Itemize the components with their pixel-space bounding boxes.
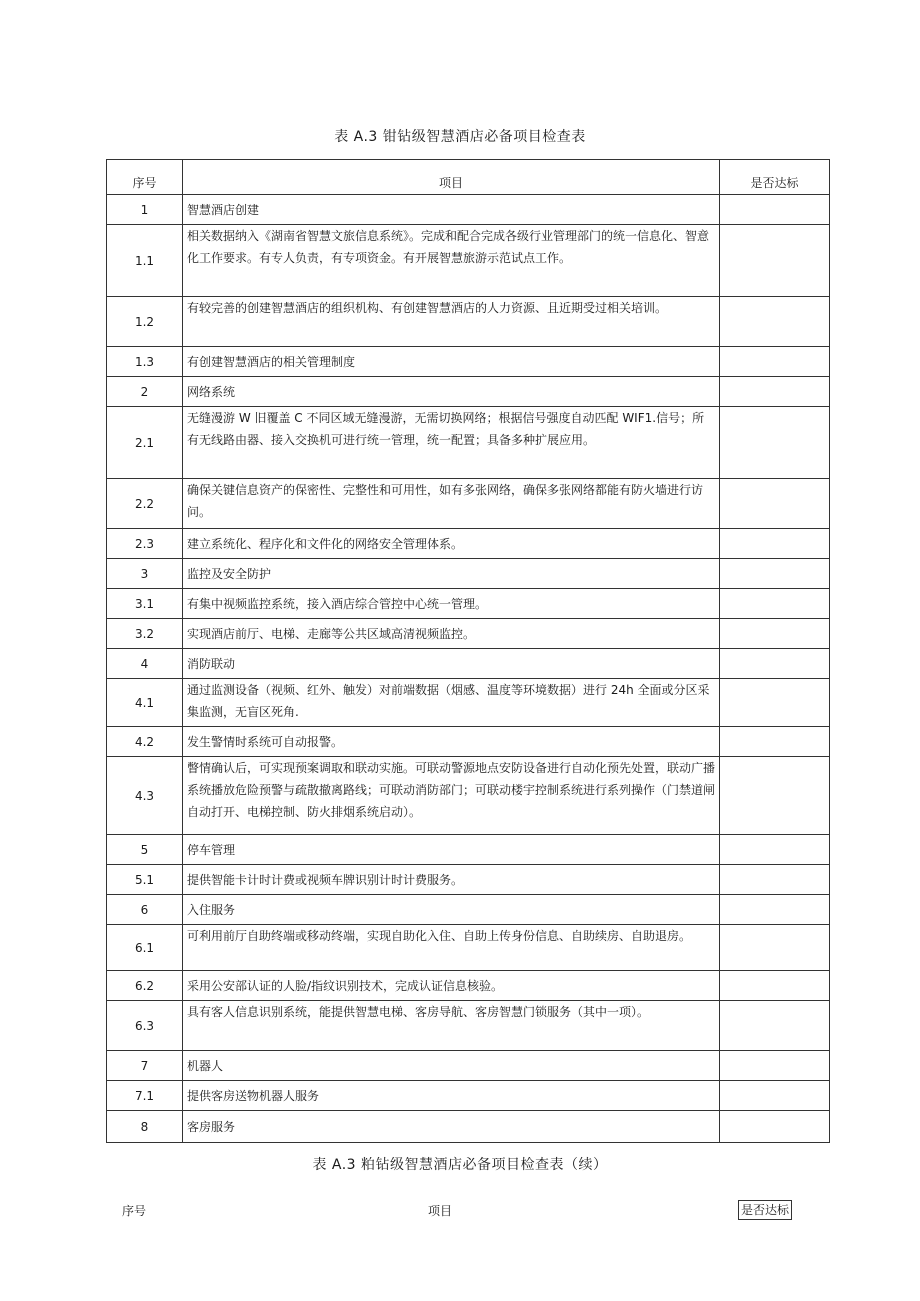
row-compliance-cell[interactable] [720,757,830,835]
row-compliance-cell[interactable] [720,1081,830,1111]
row-number: 2.1 [107,407,183,479]
row-number: 6 [107,895,183,925]
row-compliance-cell[interactable] [720,1001,830,1051]
row-compliance-cell[interactable] [720,1051,830,1081]
row-number: 1.1 [107,225,183,297]
table-row [107,1001,830,1051]
header-item: 项目 [183,160,720,195]
row-number: 1 [107,195,183,225]
table-row [107,589,830,619]
row-compliance-cell[interactable] [720,895,830,925]
row-number: 4 [107,649,183,679]
row-compliance-cell[interactable] [720,529,830,559]
row-compliance-cell[interactable] [720,835,830,865]
table-title: 表 A.3 钳钻级智慧酒店必备项目检查表 [334,129,586,145]
row-number: 1.3 [107,347,183,377]
row-item: 无缝漫游 W 旧覆盖 C 不同区域无缝漫游，无需切换网络；根据信号强度自动匹配 WIF1.信号；所有无线路由器、接入交换机可进行统一管理，统一配置；具备多种扩展应用。 [183,407,720,479]
row-number: 4.1 [107,679,183,727]
row-number: 4.3 [107,757,183,835]
row-compliance-cell[interactable] [720,619,830,649]
table-row [107,1081,830,1111]
table-row [107,529,830,559]
header-ok: 是否达标 [720,160,830,195]
checklist-body [107,160,830,1143]
row-item: 相关数据纳入《湖南省智慧文旅信息系统》。完成和配合完成各级行业管理部门的统一信息化、智意化工作要求。有专人负责，有专项资金。有开展智慧旅游示范试点工作。 [183,225,720,297]
continued-header-ok: 是否达标 [738,1200,792,1220]
table-row [107,619,830,649]
continued-header-item: 项目 [428,1204,453,1218]
row-compliance-cell[interactable] [720,377,830,407]
row-compliance-cell[interactable] [720,727,830,757]
table-row [107,225,830,297]
row-item: 发生警情时系统可自动报警。 [183,727,720,757]
row-item: 消防联动 [183,649,720,679]
row-number: 2 [107,377,183,407]
table-row [107,297,830,347]
row-item: 机器人 [183,1051,720,1081]
row-item: 智慧酒店创建 [183,195,720,225]
table-row [107,865,830,895]
table-row [107,1111,830,1143]
row-compliance-cell[interactable] [720,347,830,377]
row-number: 5.1 [107,865,183,895]
row-compliance-cell[interactable] [720,1111,830,1143]
header-no: 序号 [107,160,183,195]
row-item: 瞥情确认后，可实现预案调取和联动实施。可联动警源地点安防设备进行自动化预先处置，联动广播系统播放危险预警与疏散撤离路线；可联动消防部门；可联动楼宇控制系统进行系列操作（门禁道闸自动打开、电梯控制、防火排烟系统启动）。 [183,757,720,835]
row-compliance-cell[interactable] [720,407,830,479]
row-number: 7.1 [107,1081,183,1111]
checklist-table [106,159,830,1143]
table-row [107,757,830,835]
row-number: 6.2 [107,971,183,1001]
row-item: 有集中视频监控系统，接入酒店综合管控中心统一管理。 [183,589,720,619]
row-compliance-cell[interactable] [720,925,830,971]
row-item: 通过监测设备（视频、红外、触发）对前端数据（烟感、温度等环境数据）进行 24h 全面或分区采集监测，无盲区死角. [183,679,720,727]
table-row [107,649,830,679]
row-number: 3.1 [107,589,183,619]
table-row [107,407,830,479]
row-compliance-cell[interactable] [720,679,830,727]
row-number: 3 [107,559,183,589]
row-number: 3.2 [107,619,183,649]
row-number: 4.2 [107,727,183,757]
table-row [107,377,830,407]
table-row [107,195,830,225]
row-compliance-cell[interactable] [720,971,830,1001]
row-item: 停车管理 [183,835,720,865]
row-item: 采用公安部认证的人脸/指纹识别技术，完成认证信息核验。 [183,971,720,1001]
row-number: 6.1 [107,925,183,971]
table-row [107,971,830,1001]
row-item: 建立系统化、程序化和文件化的网络安全管理体系。 [183,529,720,559]
row-compliance-cell[interactable] [720,297,830,347]
table-row [107,679,830,727]
row-item: 提供客房送物机器人服务 [183,1081,720,1111]
row-item: 可利用前厅自助终端或移动终端，实现自助化入住、自助上传身份信息、自助续房、自助退房。 [183,925,720,971]
row-item: 入住服务 [183,895,720,925]
row-compliance-cell[interactable] [720,865,830,895]
row-compliance-cell[interactable] [720,649,830,679]
table-row [107,727,830,757]
row-compliance-cell[interactable] [720,479,830,529]
row-item: 提供智能卡计时计费或视频车牌识别计时计费服务。 [183,865,720,895]
row-number: 2.3 [107,529,183,559]
row-item: 确保关键信息资产的保密性、完整性和可用性，如有多张网络，确保多张网络都能有防火墙进行访问。 [183,479,720,529]
table-row [107,835,830,865]
table-row [107,1051,830,1081]
row-compliance-cell[interactable] [720,225,830,297]
row-compliance-cell[interactable] [720,195,830,225]
row-number: 6.3 [107,1001,183,1051]
table-row [107,559,830,589]
table-row [107,895,830,925]
row-number: 5 [107,835,183,865]
row-number: 7 [107,1051,183,1081]
row-number: 8 [107,1111,183,1143]
row-compliance-cell[interactable] [720,559,830,589]
row-number: 1.2 [107,297,183,347]
header-row [107,160,830,195]
row-item: 监控及安全防护 [183,559,720,589]
row-item: 有较完善的创建智慧酒店的组织机构、有创建智慧酒店的人力资源、且近期受过相关培训。 [183,297,720,347]
table-row [107,925,830,971]
table-title-continued: 表 A.3 粕钻级智慧酒店必备项目检查表（续） [312,1157,608,1173]
row-number: 2.2 [107,479,183,529]
row-item: 客房服务 [183,1111,720,1143]
continued-header-no: 序号 [122,1204,147,1218]
row-item: 具有客人信息识别系统，能提供智慧电梯、客房导航、客房智慧门锁服务（其中一项）。 [183,1001,720,1051]
row-item: 有创建智慧酒店的相关管理制度 [183,347,720,377]
row-compliance-cell[interactable] [720,589,830,619]
table-row [107,479,830,529]
row-item: 实现酒店前厅、电梯、走廊等公共区域高清视频监控。 [183,619,720,649]
row-item: 网络系统 [183,377,720,407]
table-row [107,347,830,377]
